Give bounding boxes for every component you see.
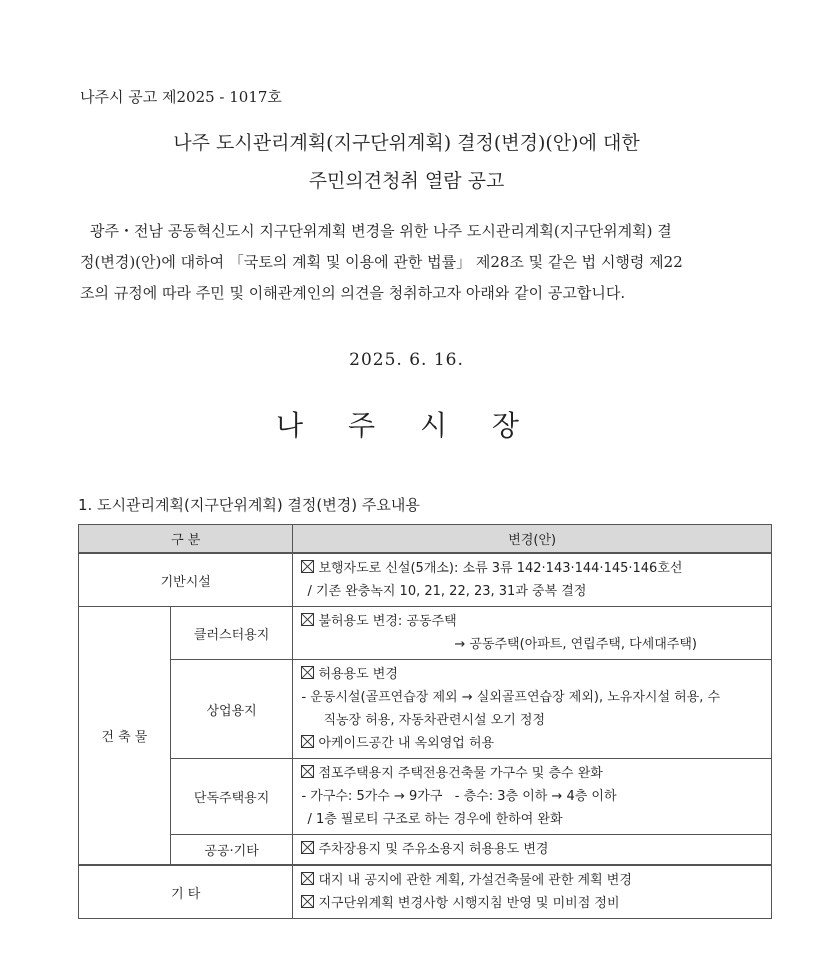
table-row-other bbox=[79, 865, 772, 919]
infra-line: / 기존 완충녹지 10, 21, 22, 23, 31과 중복 결정 bbox=[307, 584, 587, 599]
checkbox-icon bbox=[301, 735, 314, 748]
body-line: 광주・전남 공동혁신도시 지구단위계획 변경을 위한 나주 도시관리계획(지구단위계획) 결 bbox=[90, 222, 672, 240]
header-change: 변경(안) bbox=[293, 525, 772, 554]
checkbox-icon bbox=[301, 765, 314, 778]
notice-body bbox=[80, 216, 740, 309]
table-row-detached bbox=[79, 759, 772, 835]
cluster-line: 불허용도 변경: 공동주택 bbox=[318, 614, 457, 629]
public-label: 공공·기타 bbox=[170, 835, 293, 866]
commercial-line: 직농장 허용, 자동차관련시설 오기 정정 bbox=[323, 713, 546, 728]
public-line: 주차장용지 및 주유소용지 허용용도 변경 bbox=[318, 842, 549, 857]
other-line: 대지 내 공지에 관한 계획, 가설건축물에 관한 계획 변경 bbox=[318, 873, 632, 888]
public-content bbox=[293, 835, 772, 866]
checkbox-icon bbox=[301, 895, 314, 908]
other-content bbox=[293, 865, 772, 919]
checkbox-icon bbox=[301, 560, 314, 573]
notice-date: 2025. 6. 16. bbox=[349, 350, 464, 370]
header-category: 구 분 bbox=[79, 525, 293, 554]
commercial-line: - 운동시설(골프연습장 제외 → 실외골프연습장 제외), 노유자시설 허용, 수 bbox=[301, 690, 721, 705]
detached-line: 점포주택용지 주택전용건축물 가구수 및 층수 완화 bbox=[318, 766, 603, 781]
detached-line: - 가구수: 5가수 → 9가구 - 층수: 3층 이하 → 4층 이하 bbox=[301, 789, 617, 804]
building-label: 건 축 물 bbox=[79, 607, 171, 866]
cluster-content bbox=[293, 607, 772, 660]
table-row-public bbox=[79, 835, 772, 866]
other-label: 기 타 bbox=[79, 865, 293, 919]
detached-line: / 1층 필로티 구조로 하는 경우에 한하여 완화 bbox=[307, 812, 563, 827]
checkbox-icon bbox=[301, 613, 314, 626]
infra-label: 기반시설 bbox=[79, 553, 293, 607]
checkbox-icon bbox=[301, 666, 314, 679]
body-line: 조의 규정에 따라 주민 및 이해관계인의 의견을 청취하고자 아래와 같이 공고합니다. bbox=[80, 284, 626, 302]
document-title-line2: 주민의견청취 열람 공고 bbox=[308, 170, 505, 192]
detached-content bbox=[293, 759, 772, 835]
plan-changes-table bbox=[78, 524, 772, 919]
table-row-infra bbox=[79, 553, 772, 607]
checkbox-icon bbox=[301, 872, 314, 885]
infra-content bbox=[293, 553, 772, 607]
commercial-line: 허용용도 변경 bbox=[318, 667, 398, 682]
checkbox-icon bbox=[301, 841, 314, 854]
cluster-line: → 공동주택(아파트, 연립주택, 다세대주택) bbox=[454, 637, 697, 652]
other-line: 지구단위계획 변경사항 시행지침 반영 및 미비점 정비 bbox=[318, 896, 620, 911]
commercial-label: 상업용지 bbox=[170, 660, 293, 759]
table-header-row bbox=[79, 525, 772, 554]
document-title-line1: 나주 도시관리계획(지구단위계획) 결정(변경)(안)에 대한 bbox=[173, 132, 640, 154]
cluster-label: 클러스터용지 bbox=[170, 607, 293, 660]
detached-label: 단독주택용지 bbox=[170, 759, 293, 835]
issuer-name: 나 주 시 장 bbox=[276, 409, 537, 442]
infra-line: 보행자도로 신설(5개소): 소류 3류 142·143·144·145·146호선 bbox=[318, 561, 683, 576]
notice-number: 나주시 공고 제2025 - 1017호 bbox=[80, 88, 282, 106]
commercial-line: 아케이드공간 내 옥외영업 허용 bbox=[318, 736, 495, 751]
table-row-commercial bbox=[79, 660, 772, 759]
section-heading: 1. 도시관리계획(지구단위계획) 결정(변경) 주요내용 bbox=[78, 496, 420, 514]
body-line: 정(변경)(안)에 대하여 「국토의 계획 및 이용에 관한 법률」 제28조 및 같은 법 시행령 제22 bbox=[80, 253, 683, 271]
table-row-cluster bbox=[79, 607, 772, 660]
commercial-content bbox=[293, 660, 772, 759]
